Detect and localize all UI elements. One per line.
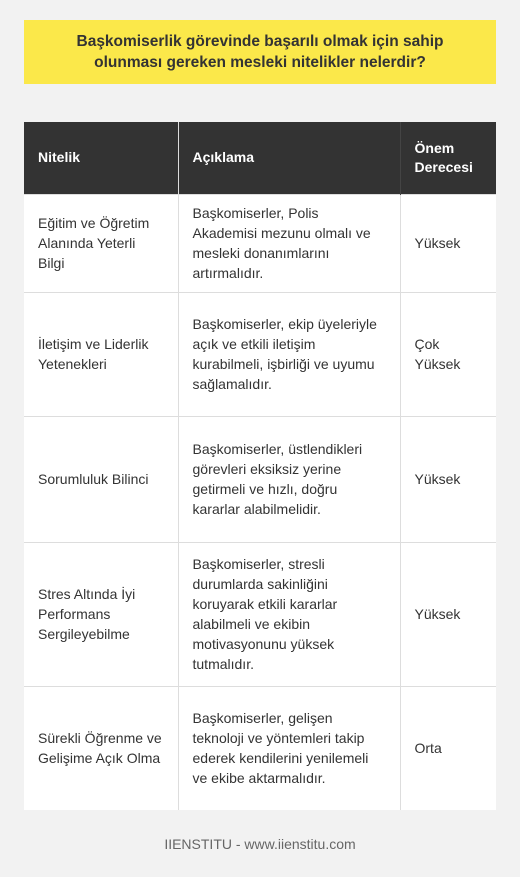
- cell-aciklama: Başkomiserler, üstlendikleri görevleri eksiksiz yerine getirmeli ve hızlı, doğru kararlar alabilmelidir.: [178, 416, 400, 542]
- title-banner: [24, 20, 496, 84]
- column-header-aciklama: Açıklama: [178, 122, 400, 194]
- cell-nitelik: Eğitim ve Öğretim Alanında Yeterli Bilgi: [24, 194, 178, 292]
- cell-nitelik: İletişim ve Liderlik Yetenekleri: [24, 292, 178, 416]
- cell-aciklama: Başkomiserler, gelişen teknoloji ve yöntemleri takip ederek kendilerini yenilemeli ve ekibe aktarmalıdır.: [178, 686, 400, 810]
- footer-credit: IIENSTITU - www.iienstitu.com: [164, 836, 356, 852]
- cell-nitelik: Sorumluluk Bilinci: [24, 416, 178, 542]
- table-row: [24, 292, 496, 416]
- column-header-nitelik: Nitelik: [24, 122, 178, 194]
- table-row: [24, 542, 496, 686]
- cell-aciklama: Başkomiserler, Polis Akademisi mezunu olmalı ve mesleki donanımlarını artırmalıdır.: [178, 194, 400, 292]
- cell-onem: Yüksek: [400, 542, 496, 686]
- cell-onem: Yüksek: [400, 416, 496, 542]
- cell-nitelik: Stres Altında İyi Performans Sergileyebilme: [24, 542, 178, 686]
- column-header-onem: Önem Derecesi: [400, 122, 496, 194]
- cell-nitelik: Sürekli Öğrenme ve Gelişime Açık Olma: [24, 686, 178, 810]
- page-title: Başkomiserlik görevinde başarılı olmak için sahip olunması gereken mesleki nitelikler nelerdir?: [76, 33, 444, 71]
- table-row: [24, 194, 496, 292]
- cell-onem: Çok Yüksek: [400, 292, 496, 416]
- cell-aciklama: Başkomiserler, stresli durumlarda sakinliğini koruyarak etkili kararlar alabilmeli ve ekibin motivasyonunu yüksek tutmalıdır.: [178, 542, 400, 686]
- cell-onem: Orta: [400, 686, 496, 810]
- cell-aciklama: Başkomiserler, ekip üyeleriyle açık ve etkili iletişim kurabilmeli, işbirliği ve uyumu sağlamalıdır.: [178, 292, 400, 416]
- table-header-row: [24, 122, 496, 194]
- table-row: [24, 416, 496, 542]
- cell-onem: Yüksek: [400, 194, 496, 292]
- table-row: [24, 686, 496, 810]
- qualifications-table: [24, 122, 496, 810]
